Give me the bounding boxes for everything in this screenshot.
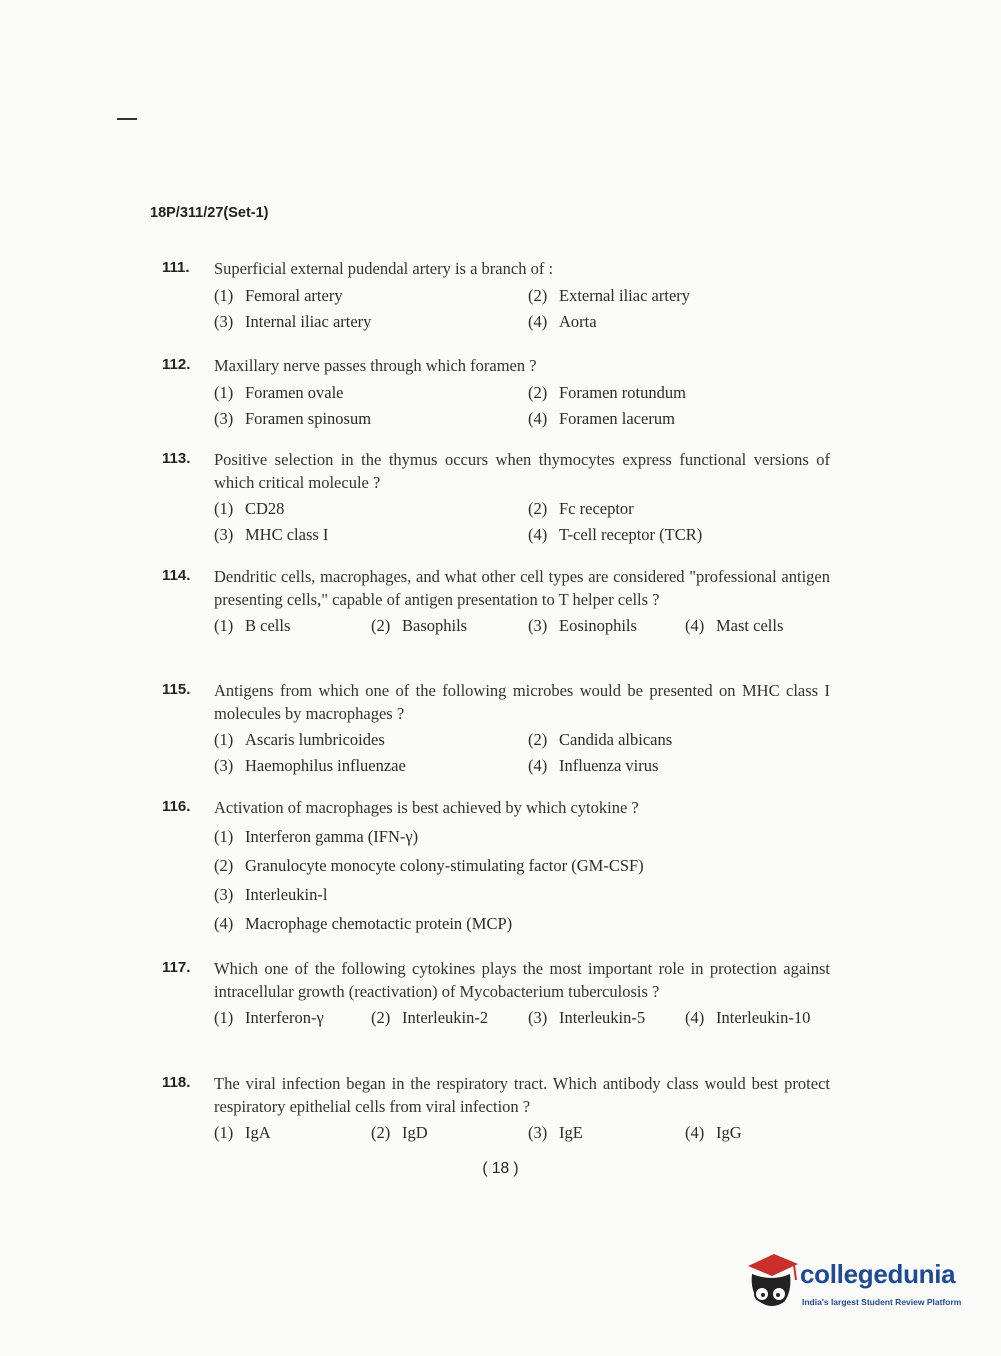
option-text: Foramen ovale (245, 382, 344, 402)
option-text: Candida albicans (559, 730, 673, 749)
option-text: Internal iliac artery (245, 311, 372, 331)
option (528, 524, 830, 546)
option-text: Haemophilus influenzae (245, 756, 406, 775)
option-number: (3) (214, 756, 234, 775)
option-text: Fc receptor (559, 499, 634, 518)
option-text: Foramen lacerum (559, 408, 675, 428)
option (371, 1007, 528, 1029)
option (214, 524, 528, 546)
option (214, 855, 830, 877)
option-number: (1) (214, 616, 234, 635)
logo-brand: collegedunia (800, 1259, 956, 1289)
option (214, 826, 830, 848)
option (214, 913, 830, 935)
option-text: IgA (245, 1123, 271, 1142)
logo-tagline: India's largest Student Review Platform (802, 1297, 962, 1307)
option (214, 884, 830, 906)
option (214, 729, 528, 751)
option-number: (2) (371, 1008, 391, 1027)
question-text: The viral infection began in the respiratory tract. Which antibody class would best protect respiratory epithelial cells from viral infection ? (214, 1074, 830, 1116)
option-number: (3) (214, 311, 234, 331)
option-number: (3) (528, 1008, 548, 1027)
option (214, 755, 528, 777)
option-text: Granulocyte monocyte colony-stimulating factor (GM-CSF) (245, 855, 644, 875)
collegedunia-logo (742, 1252, 972, 1312)
option-number: (1) (214, 499, 234, 518)
option-number: (1) (214, 1123, 234, 1142)
question-text: Maxillary nerve passes through which foramen ? (214, 356, 537, 375)
option-text: Macrophage chemotactic protein (MCP) (245, 913, 513, 933)
option-text: Interferon gamma (IFN-γ) (245, 826, 419, 846)
option (528, 408, 830, 430)
option (528, 498, 830, 520)
option (528, 755, 830, 777)
option-text: Femoral artery (245, 285, 343, 305)
page-number: ( 18 ) (482, 1160, 519, 1177)
options (214, 826, 830, 935)
option (528, 615, 685, 637)
option-text: T-cell receptor (TCR) (559, 525, 703, 544)
option (528, 382, 830, 404)
option-number: (4) (685, 1123, 705, 1142)
question-113 (162, 449, 830, 546)
option-text: Foramen rotundum (559, 382, 686, 402)
mascot-icon (742, 1252, 802, 1312)
question-111 (162, 258, 830, 333)
option (528, 285, 830, 307)
option-number: (1) (214, 826, 234, 846)
option (214, 498, 528, 520)
option-number: (2) (371, 616, 391, 635)
question-number: 112. (162, 356, 191, 373)
option (371, 615, 528, 637)
option-number: (4) (685, 1008, 705, 1027)
option-number: (4) (528, 525, 548, 544)
option-text: Ascaris lumbricoides (245, 730, 385, 749)
options (214, 285, 830, 333)
question-text: Activation of macrophages is best achieved by which cytokine ? (214, 798, 639, 817)
option-number: (2) (528, 730, 548, 749)
option-number: (3) (214, 408, 234, 428)
option-number: (3) (214, 884, 234, 904)
option (214, 285, 528, 307)
option-number: (4) (528, 408, 548, 428)
paper-code: 18P/311/27(Set-1) (150, 205, 269, 221)
option-text: Interleukin-2 (402, 1008, 489, 1027)
options (214, 498, 830, 546)
option (528, 311, 830, 333)
option-number: (4) (214, 913, 234, 933)
option-number: (3) (528, 1123, 548, 1142)
question-number: 115. (162, 681, 191, 698)
option-text: Interleukin-10 (716, 1008, 811, 1027)
option (214, 1122, 371, 1144)
option (214, 382, 528, 404)
option-number: (1) (214, 382, 234, 402)
option-number: (4) (685, 616, 705, 635)
option (214, 1007, 371, 1029)
option (214, 408, 528, 430)
option (214, 615, 371, 637)
option-text: Mast cells (716, 616, 784, 635)
option-text: IgD (402, 1123, 428, 1142)
question-116 (162, 797, 830, 935)
option (528, 1122, 685, 1144)
option-text: External iliac artery (559, 285, 691, 305)
options (214, 1007, 830, 1029)
option-number: (2) (528, 499, 548, 518)
question-text: Superficial external pudendal artery is a branch of : (214, 259, 554, 278)
option (214, 311, 528, 333)
question-text: Antigens from which one of the following microbes would be presented on MHC class I molecules by macrophages ? (214, 681, 830, 723)
option (685, 1007, 830, 1029)
option (371, 1122, 528, 1144)
question-118 (162, 1073, 830, 1144)
option-number: (2) (528, 382, 548, 402)
question-number: 114. (162, 567, 191, 584)
option-text: Aorta (559, 311, 597, 331)
option-number: (2) (214, 855, 234, 875)
page-mark (117, 118, 137, 120)
question-number: 117. (162, 959, 191, 976)
option-text: Interleukin-l (245, 884, 328, 904)
options (214, 615, 830, 637)
option-number: (3) (528, 616, 548, 635)
question-number: 116. (162, 798, 191, 815)
question-number: 113. (162, 450, 191, 467)
question-112 (162, 355, 830, 430)
option-number: (1) (214, 1008, 234, 1027)
option-number: (2) (371, 1123, 391, 1142)
question-115 (162, 680, 830, 777)
option-text: Interleukin-5 (559, 1008, 646, 1027)
question-number: 118. (162, 1074, 191, 1091)
option-number: (1) (214, 730, 234, 749)
option-number: (3) (214, 525, 234, 544)
option-text: IgE (559, 1123, 583, 1142)
option-text: MHC class I (245, 525, 329, 544)
options (214, 729, 830, 777)
option-text: IgG (716, 1123, 742, 1142)
option-text: Eosinophils (559, 616, 637, 635)
option (685, 615, 830, 637)
options (214, 1122, 830, 1144)
question-text: Positive selection in the thymus occurs when thymocytes express functional versions of which critical molecule ? (214, 450, 830, 492)
option-number: (4) (528, 311, 548, 331)
options (214, 382, 830, 430)
option-text: Interferon-γ (245, 1008, 324, 1027)
option-text: Foramen spinosum (245, 408, 372, 428)
option-text: Influenza virus (559, 756, 659, 775)
option-text: CD28 (245, 499, 285, 518)
option-text: B cells (245, 616, 291, 635)
question-text: Which one of the following cytokines plays the most important role in protection against intracellular growth (reactivation) of Mycobacterium tuberculosis ? (214, 959, 830, 1001)
option (528, 729, 830, 751)
option-number: (1) (214, 285, 234, 305)
option-number: (2) (528, 285, 548, 305)
option-number: (4) (528, 756, 548, 775)
option-text: Basophils (402, 616, 468, 635)
option (528, 1007, 685, 1029)
option (685, 1122, 830, 1144)
question-text: Dendritic cells, macrophages, and what other cell types are considered "professional antigen presenting cells," capable of antigen presentation to T helper cells ? (214, 567, 830, 609)
question-114 (162, 566, 830, 637)
question-number: 111. (162, 259, 190, 276)
question-117 (162, 958, 830, 1029)
